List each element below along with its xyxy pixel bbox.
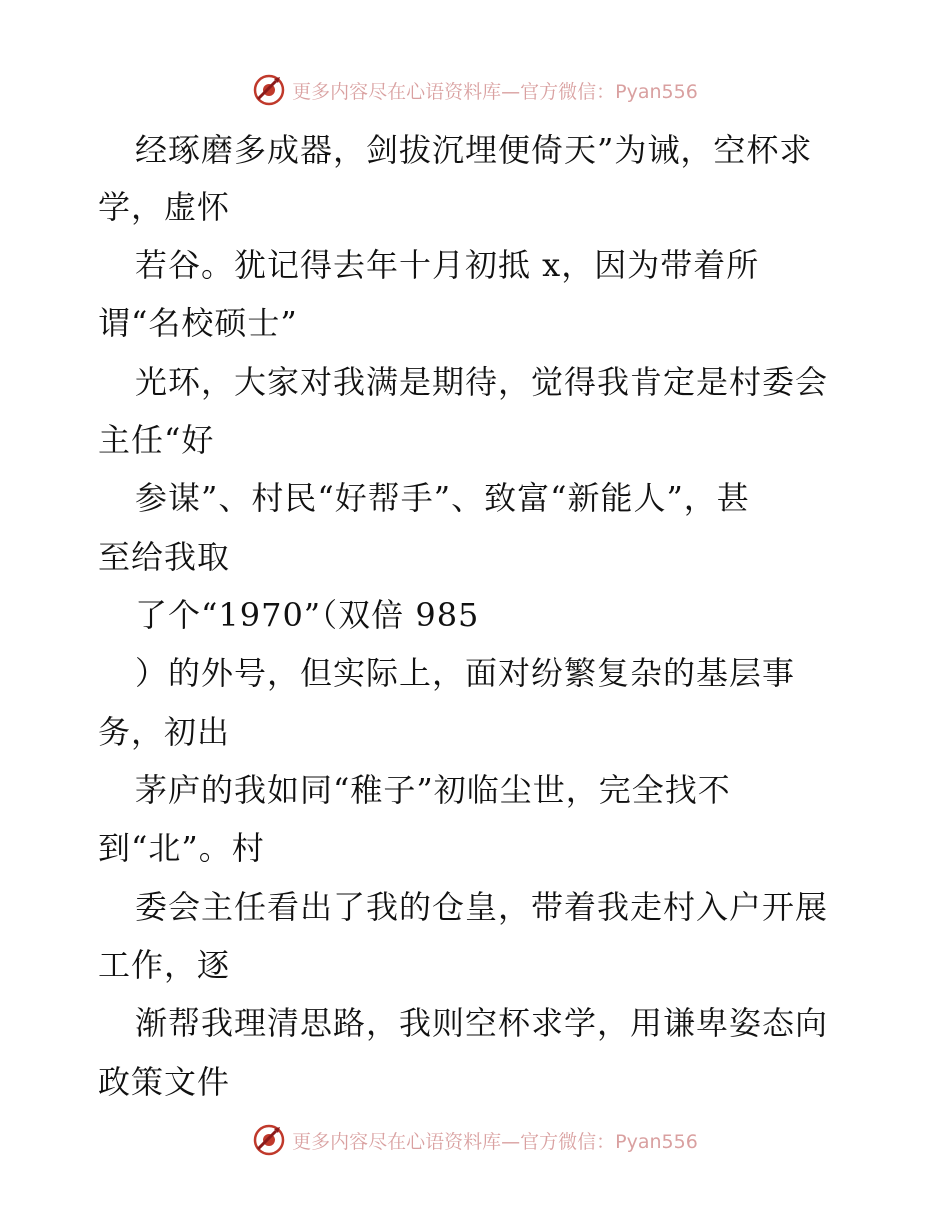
logo-icon xyxy=(252,1123,286,1157)
header-banner-text: 更多内容尽在心语资料库—官方微信：Pyan556 xyxy=(292,80,698,103)
text-line: 学，虚怀 xyxy=(98,188,231,226)
footer-banner-text: 更多内容尽在心语资料库—官方微信：Pyan556 xyxy=(292,1130,698,1153)
text-line: 光环，大家对我满是期待，觉得我肯定是村委会 xyxy=(135,363,829,401)
text-line: 谓“名校硕士” xyxy=(98,304,298,342)
header-banner xyxy=(0,70,950,110)
text-line: 工作，逐 xyxy=(98,946,231,984)
text-line: 渐帮我理清思路，我则空杯求学，用谦卑姿态向 xyxy=(135,1004,829,1042)
text-line: 若谷。犹记得去年十月初抵 x，因为带着所 xyxy=(135,246,760,284)
text-line: ）的外号，但实际上，面对纷繁复杂的基层事 xyxy=(135,654,796,692)
text-line: 茅庐的我如同“稚子”初临尘世，完全找不 xyxy=(135,771,731,809)
text-line: 主任“好 xyxy=(98,421,215,459)
text-line: 至给我取 xyxy=(98,538,231,576)
text-line: 了个“1970”（双倍 985 xyxy=(135,596,480,634)
text-line: 到“北”。村 xyxy=(98,829,265,867)
footer-banner xyxy=(0,1120,950,1160)
text-line: 务，初出 xyxy=(98,713,231,751)
text-line: 政策文件 xyxy=(98,1063,231,1101)
text-line: 参谋”、村民“好帮手”、致富“新能人”，甚 xyxy=(135,479,750,517)
logo-icon xyxy=(252,73,286,107)
text-line: 经琢磨多成器，剑拔沉埋便倚天”为诫，空杯求 xyxy=(135,131,813,169)
text-line: 委会主任看出了我的仓皇，带着我走村入户开展 xyxy=(135,888,829,926)
